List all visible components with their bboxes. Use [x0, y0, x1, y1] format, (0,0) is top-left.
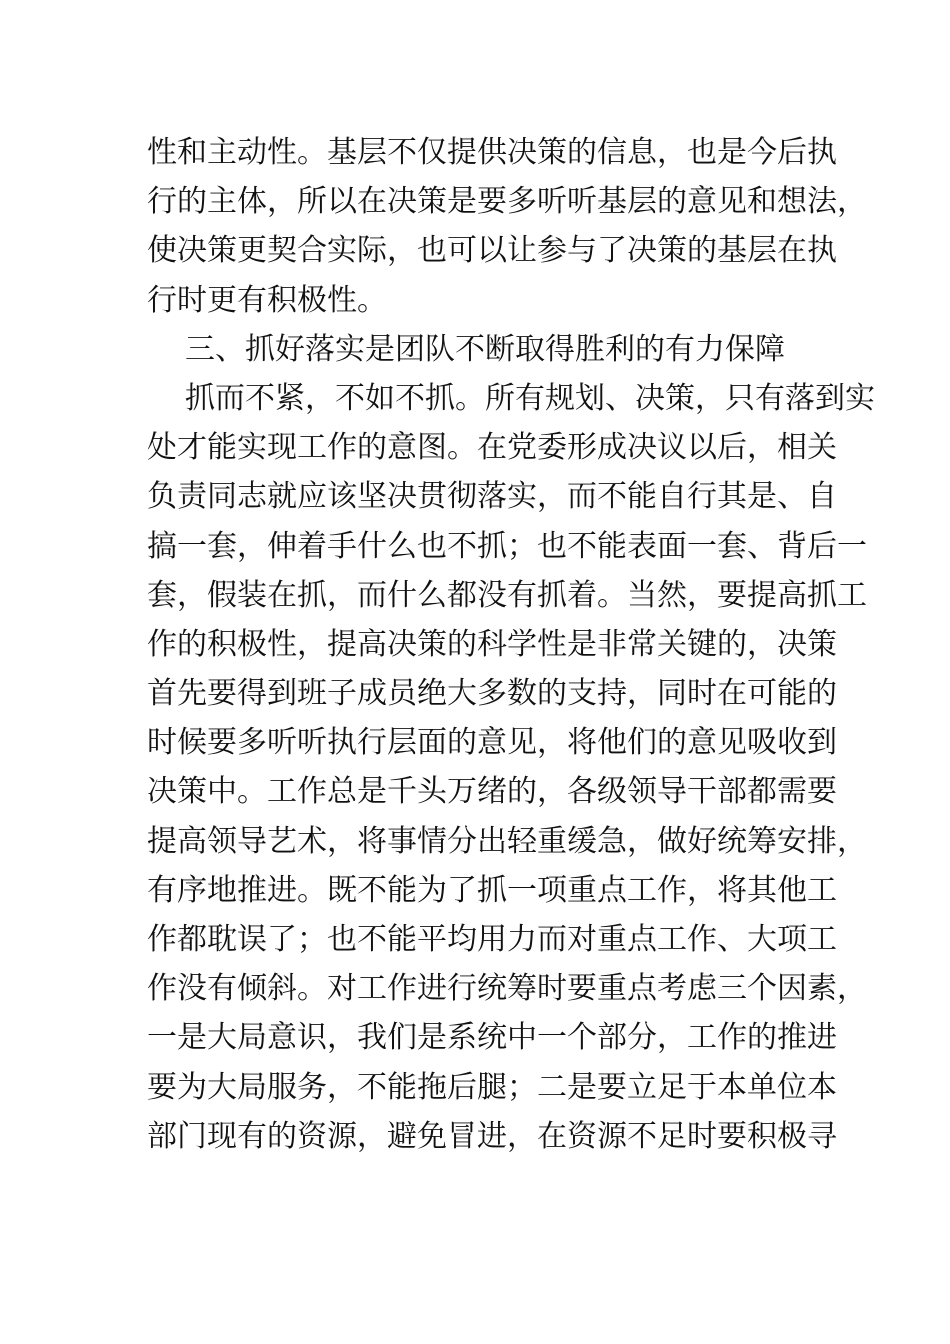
paragraph-2-line-4: 搞一套，伸着手什么也不抓；也不能表面一套、背后一	[147, 528, 867, 564]
paragraph-1-line-2: 行的主体，所以在决策是要多听听基层的意见和想法，	[147, 184, 867, 220]
paragraph-2-line-10: 提高领导艺术，将事情分出轻重缓急，做好统筹安排，	[147, 823, 867, 859]
paragraph-2-line-11: 有序地推进。既不能为了抓一项重点工作，将其他工	[147, 872, 837, 908]
paragraph-2-line-8: 时候要多听听执行层面的意见，将他们的意见吸收到	[147, 725, 837, 761]
paragraph-2-line-13: 作没有倾斜。对工作进行统筹时要重点考虑三个因素，	[147, 971, 867, 1007]
paragraph-2-line-7: 首先要得到班子成员绝大多数的支持，同时在可能的	[147, 676, 837, 712]
paragraph-2-line-9: 决策中。工作总是千头万绪的，各级领导干部都需要	[147, 774, 837, 810]
paragraph-2-line-6: 作的积极性，提高决策的科学性是非常关键的，决策	[147, 626, 837, 662]
paragraph-2-line-1: 抓而不紧，不如不抓。所有规划、决策，只有落到实	[185, 380, 875, 416]
section-heading-3: 三、抓好落实是团队不断取得胜利的有力保障	[185, 331, 785, 367]
paragraph-2-line-15: 要为大局服务，不能拖后腿；二是要立足于本单位本	[147, 1069, 837, 1105]
paragraph-1-line-1: 性和主动性。基层不仅提供决策的信息，也是今后执	[147, 135, 837, 170]
paragraph-1-line-3: 使决策更契合实际，也可以让参与了决策的基层在执	[147, 233, 837, 269]
document-body	[147, 128, 875, 1161]
paragraph-2-line-2: 处才能实现工作的意图。在党委形成决议以后，相关	[147, 430, 837, 466]
paragraph-2-line-5: 套，假装在抓，而什么都没有抓着。当然，要提高抓工	[147, 577, 867, 613]
paragraph-2-line-16: 部门现有的资源，避免冒进，在资源不足时要积极寻	[147, 1118, 837, 1154]
paragraph-1-line-4: 行时更有积极性。	[147, 282, 387, 318]
paragraph-2-line-14: 一是大局意识，我们是系统中一个部分，工作的推进	[147, 1020, 837, 1056]
paragraph-2-line-3: 负责同志就应该坚决贯彻落实，而不能自行其是、自	[147, 479, 837, 515]
paragraph-2-line-12: 作都耽误了；也不能平均用力而对重点工作、大项工	[147, 922, 837, 957]
